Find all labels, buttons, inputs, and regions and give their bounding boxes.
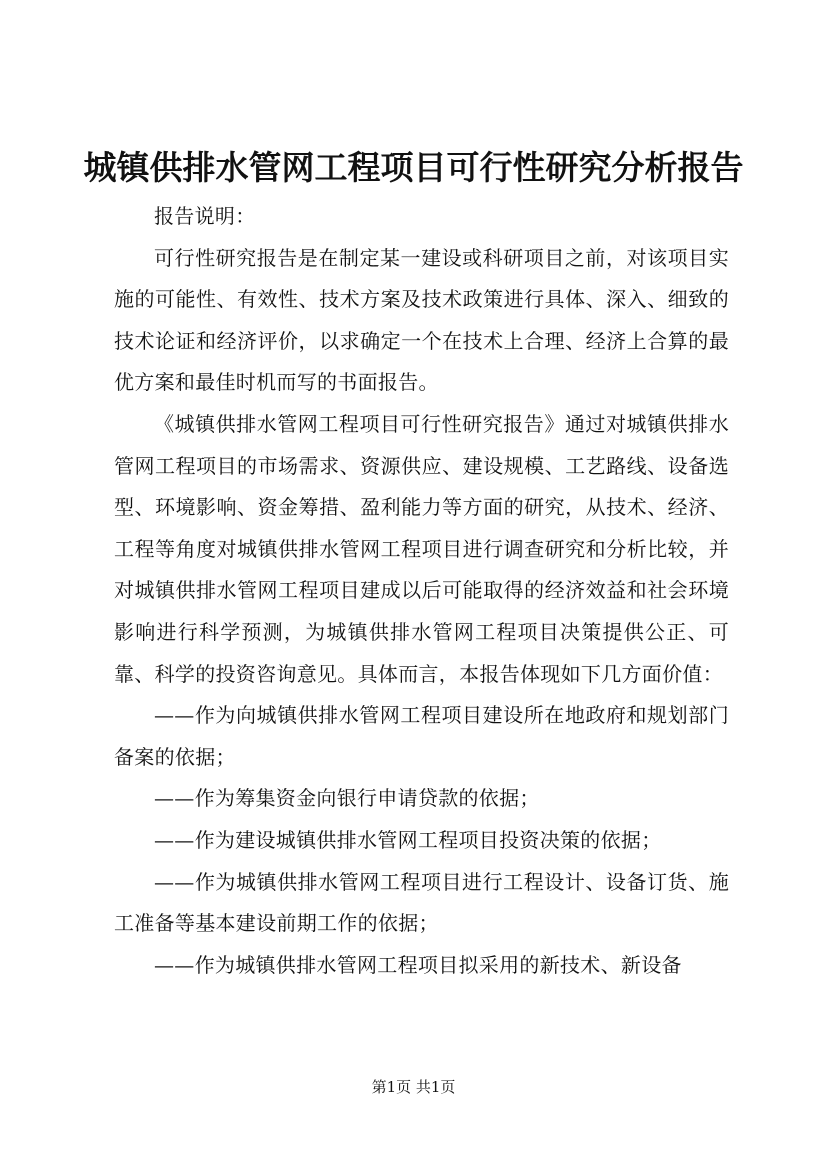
page-number-footer: 第1页 共1页 [371, 1078, 456, 1096]
paragraph-value-item: ——作为筹集资金向银行申请贷款的依据； [154, 786, 540, 811]
paragraph-value-item: ——作为建设城镇供排水管网工程项目投资决策的依据； [154, 827, 662, 852]
paragraph-report-overview: 《城镇供排水管网工程项目可行性研究报告》通过对城镇供排水管网工程项目的市场需求、资源供应、建设规模、工艺路线、设备选型、环境影响、资金筹措、盈利能力等方面的研究，从技术、经济、工程等角度对城镇供排水管网工程项目进行调查研究和分析比较，并对城镇供排水管网工程项目建成以后可能取得的经济效益和社会环境影响进行科学预测，为城镇供排水管网工程项目决策提供公正、可靠、科学的投资咨询意见。具体而言，本报告体现如下几方面价值： [114, 411, 729, 686]
paragraph-value-item: ——作为城镇供排水管网工程项目进行工程设计、设备订货、施工准备等基本建设前期工作的依据； [114, 869, 729, 936]
paragraph-value-item: ——作为城镇供排水管网工程项目拟采用的新技术、新设备 [154, 952, 682, 977]
paragraph-value-item: ——作为向城镇供排水管网工程项目建设所在地政府和规划部门备案的依据； [114, 703, 729, 769]
paragraph-report-note-heading: 报告说明： [154, 204, 256, 228]
document-title: 城镇供排水管网工程项目可行性研究分析报告 [83, 148, 744, 187]
document-body [114, 196, 729, 986]
paragraph-definition: 可行性研究报告是在制定某一建设或科研项目之前，对该项目实施的可能性、有效性、技术方案及技术政策进行具体、深入、细致的技术论证和经济评价，以求确定一个在技术上合理、经济上合算的最优方案和最佳时机而写的书面报告。 [114, 245, 729, 395]
